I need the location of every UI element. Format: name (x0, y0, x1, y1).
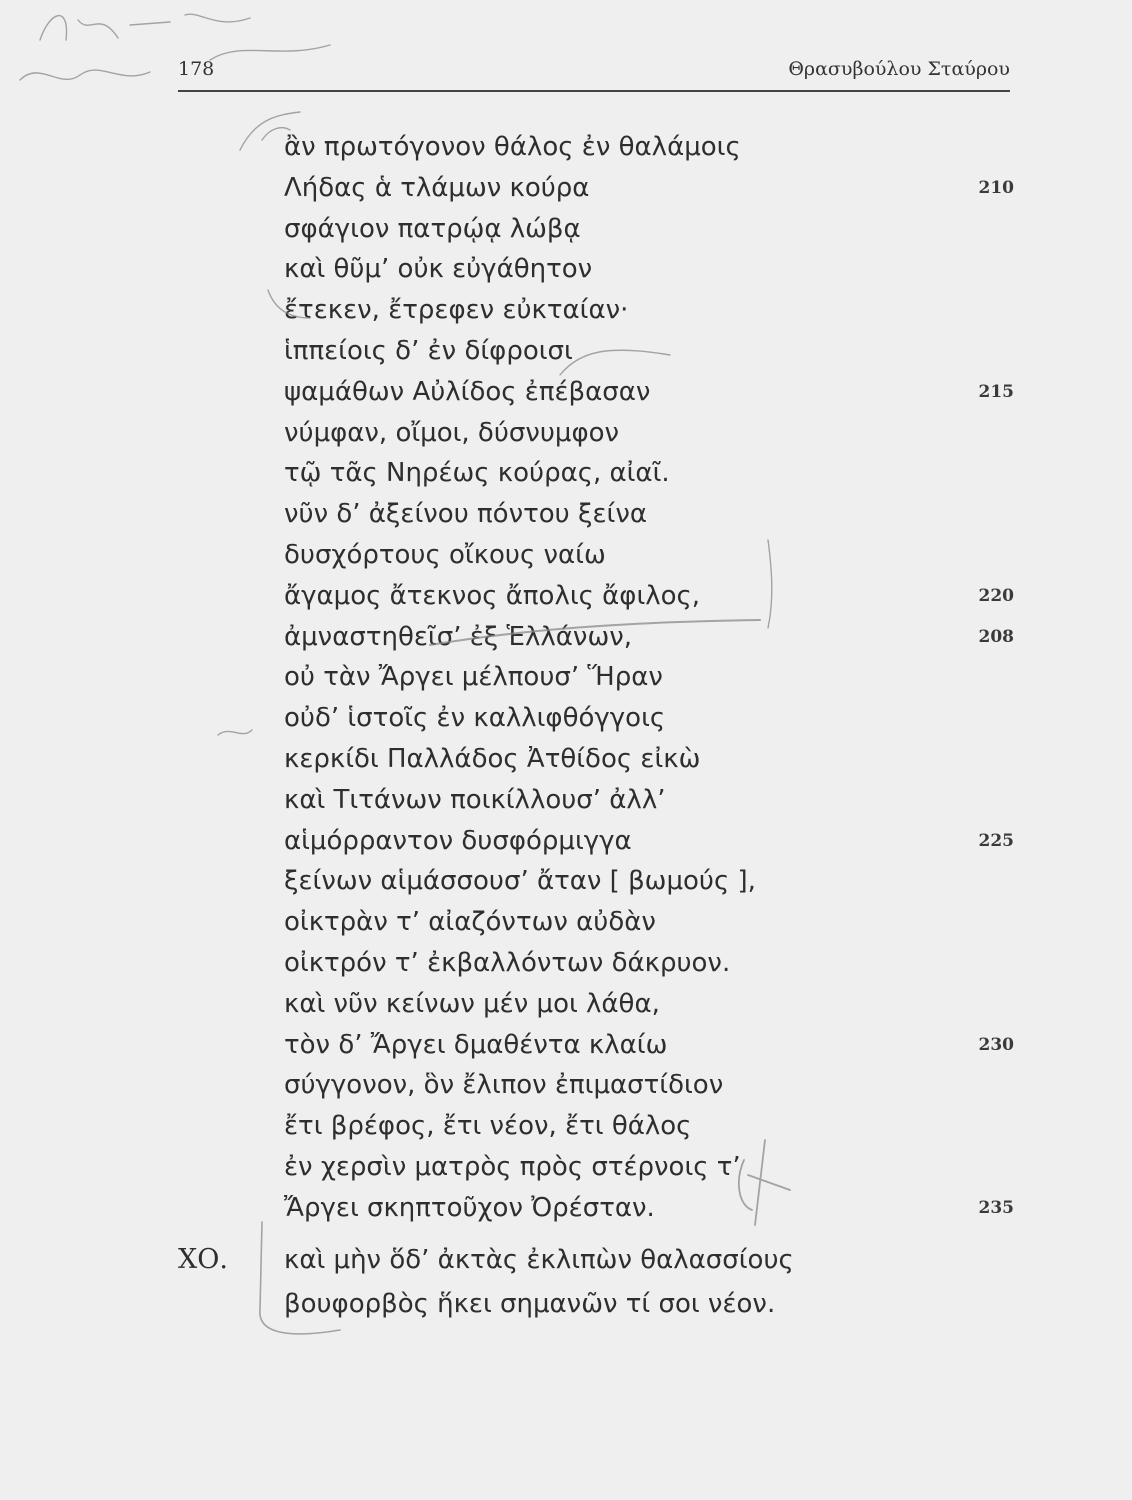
verse-text: δυσχόρτους οἴκους ναίω (284, 539, 606, 570)
verse-text: Ἄργει σκηπτοῦχον Ὀρέσταν. (284, 1192, 655, 1223)
running-title: Θρασυβούλου Σταύρου (788, 58, 1010, 80)
line-number: 230 (978, 1034, 1014, 1055)
verse-line (284, 413, 1004, 454)
verse-line (284, 861, 1004, 902)
verse-text: κερκίδι Παλλάδος Ἀτθίδος εἰκὼ (284, 743, 701, 774)
verse-text: σύγγονον, ὃν ἔλιπον ἐπιμαστίδιον (284, 1070, 724, 1101)
verse-line (284, 780, 1004, 821)
verse-block (284, 127, 1014, 1229)
verse-line (284, 617, 1014, 658)
line-number: 215 (978, 381, 1014, 402)
verse-text: οὐδ’ ἱστοῖς ἐν καλλιφθόγγοις (284, 703, 666, 734)
verse-text: ἔτι βρέφος, ἔτι νέον, ἔτι θάλος (284, 1111, 692, 1142)
verse-line (284, 984, 1004, 1025)
verse-line (284, 657, 1004, 698)
verse-text: νύμφαν, οἴμοι, δύσνυμφον (284, 417, 620, 448)
verse-text: οἰκτρὰν τ’ αἰαζόντων αὐδὰν (284, 907, 656, 938)
verse-line (284, 739, 1004, 780)
line-number: 208 (978, 626, 1014, 647)
verse-line (284, 168, 1014, 209)
verse-line (284, 372, 1014, 413)
verse-line (284, 821, 1014, 862)
verse-text: καὶ θῦμ’ οὐκ εὐγάθητον (284, 254, 593, 285)
verse-line (284, 698, 1004, 739)
verse-line (284, 902, 1004, 943)
verse-line (284, 1025, 1014, 1066)
verse-line (284, 127, 1004, 168)
pencil-scribble-top-left (40, 14, 250, 40)
verse-text: οὐ τὰν Ἄργει μέλπουσ’ Ἥραν (284, 662, 663, 693)
verse-line (284, 943, 1004, 984)
verse-text: τῷ τᾶς Νηρέως κούρας, αἰαῖ. (284, 458, 670, 489)
verse-line (284, 290, 1004, 331)
verse-text: σφάγιον πατρῴᾳ λώβᾳ (284, 213, 581, 244)
line-number: 210 (978, 177, 1014, 198)
verse-text: τὸν δ’ Ἄργει δμαθέντα κλαίω (284, 1029, 668, 1060)
verse-text: ἄγαμος ἄτεκνος ἄπολις ἄφιλος, (284, 580, 701, 611)
chorus-line: καὶ μὴν ὅδ’ ἀκτὰς ἐκλιπὼν θαλασσίους (284, 1245, 794, 1275)
verse-line (284, 494, 1004, 535)
verse-line (284, 1065, 1004, 1106)
verse-text: αἱμόρραντον δυσφόρμιγγα (284, 825, 632, 856)
verse-text: καὶ νῦν κείνων μέν μοι λάθα, (284, 988, 660, 1019)
verse-text: καὶ Τιτάνων ποικίλλουσ’ ἀλλ’ (284, 784, 666, 815)
speaker-label: ΧΟ. (178, 1244, 228, 1275)
verse-text: ψαμάθων Αὐλίδος ἐπέβασαν (284, 376, 651, 407)
verse-text: ἱππείοις δ’ ἐν δίφροισι (284, 335, 573, 366)
verse-line (284, 249, 1004, 290)
verse-text: Λήδας ἁ τλάμων κούρα (284, 172, 590, 203)
verse-line (284, 1188, 1014, 1229)
verse-line (284, 331, 1004, 372)
verse-line (284, 576, 1014, 617)
page-number: 178 (178, 58, 215, 80)
line-number: 225 (978, 830, 1014, 851)
verse-line (284, 535, 1004, 576)
line-number: 235 (978, 1197, 1014, 1218)
verse-text: ἔτεκεν, ἔτρεφεν εὐκταίαν· (284, 295, 629, 326)
chorus-lines (284, 1240, 794, 1328)
pencil-mark-left-margin (218, 730, 252, 735)
verse-text: ἐν χερσὶν ματρὸς πρὸς στέρνοις τ’ (284, 1151, 741, 1182)
verse-line (284, 1147, 1004, 1188)
line-number: 220 (978, 585, 1014, 606)
verse-text: οἰκτρόν τ’ ἐκβαλλόντων δάκρυον. (284, 947, 731, 978)
page-header (178, 56, 1010, 92)
verse-text: νῦν δ’ ἀξείνου πόντου ξείνα (284, 499, 647, 530)
chorus-line: βουφορβὸς ἥκει σημανῶν τί σοι νέον. (284, 1289, 776, 1319)
verse-text: ἀμναστηθεῖσ’ ἐξ Ἑλλάνων, (284, 621, 633, 652)
verse-line (284, 453, 1004, 494)
verse-line (284, 1106, 1004, 1147)
verse-text: ξείνων αἱμάσσουσ’ ἄταν [ βωμούς ], (284, 866, 756, 897)
verse-text: ἂν πρωτόγονον θάλος ἐν θαλάμοις (284, 132, 741, 162)
verse-line (284, 209, 1004, 250)
